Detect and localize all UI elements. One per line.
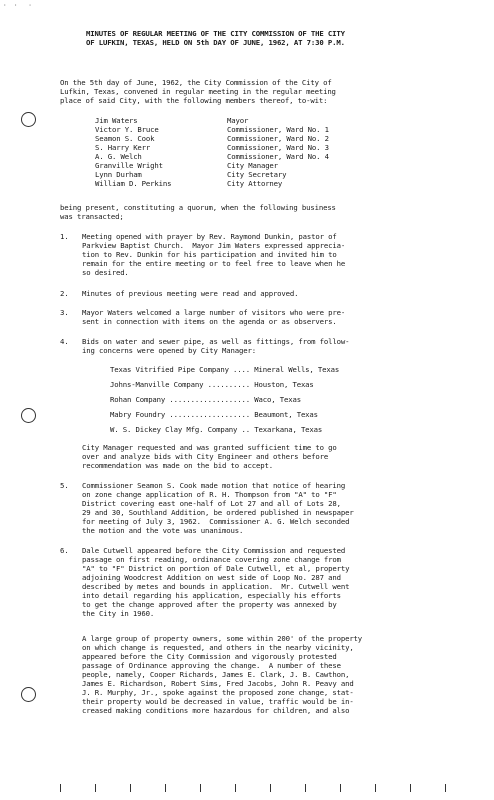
item-5-line: the motion and the vote was unanimous.: [82, 526, 244, 535]
item-6-line: the City in 1960.: [82, 609, 155, 618]
item-6-line: to get the change approved after the property was annexed by: [82, 600, 337, 609]
item-6-para2-line: A large group of property owners, some within 200' of the property: [82, 634, 363, 643]
member-title: Commissioner, Ward No. 4: [227, 152, 329, 161]
member-name: Lynn Durham: [95, 170, 142, 179]
item-1-line: Parkview Baptist Church. Mayor Jim Waters expressed apprecia-: [82, 241, 346, 250]
item-4-line: Bids on water and sewer pipe, as well as fittings, from follow-: [82, 337, 350, 346]
intro-line: place of said City, with the following members thereof, to-wit:: [60, 96, 328, 105]
item-6-para2-line: appeared before the City Commission and vigorously protested: [82, 652, 337, 661]
bidder-entry: Johns-Manville Company .......... Houston, Texas: [110, 380, 314, 389]
member-name: Granville Wright: [95, 161, 163, 170]
punch-hole-top: [21, 112, 36, 127]
member-name: Seamon S. Cook: [95, 134, 155, 143]
item-6-line: described by metes and bounds in application. Mr. Cutwell went: [82, 582, 350, 591]
item-4-after-line: City Manager requested and was granted sufficient time to go: [82, 443, 337, 452]
item-6-para2-line: passage of Ordinance approving the change. A number of these: [82, 661, 341, 670]
item-3-line: sent in connection with items on the agenda or as observers.: [82, 317, 337, 326]
item-4-after-line: recommendation was made on the bid to accept.: [82, 461, 273, 470]
item-6-para2-line: James E. Richardson, Robert Sims, Fred Jacobs, John R. Peavy and: [82, 679, 354, 688]
item-1-line: so desired.: [82, 268, 129, 277]
item-1-line: Meeting opened with prayer by Rev. Raymond Dunkin, pastor of: [82, 232, 337, 241]
item-number: 5.: [60, 481, 69, 490]
item-6-line: passage on first reading, ordinance covering zone change from: [82, 555, 341, 564]
intro-line: On the 5th day of June, 1962, the City Commission of the City of: [60, 78, 332, 87]
item-6-para2-line: J. R. Murphy, Jr., spoke against the proposed zone change, stat-: [82, 688, 354, 697]
item-number: 6.: [60, 546, 69, 555]
punch-hole-bottom: [21, 687, 36, 702]
bidder-entry: Mabry Foundry ................... Beaumont, Texas: [110, 410, 318, 419]
item-5-line: Commissioner Seamon S. Cook made motion that notice of hearing: [82, 481, 346, 490]
item-1-line: tion to Rev. Dunkin for his participation and invited him to: [82, 250, 337, 259]
item-4-line: ing concerns were opened by City Manager:: [82, 346, 256, 355]
member-name: Victor Y. Bruce: [95, 125, 159, 134]
minutes-title-line-1: MINUTES OF REGULAR MEETING OF THE CITY COMMISSION OF THE CITY: [86, 29, 345, 38]
member-title: Commissioner, Ward No. 3: [227, 143, 329, 152]
item-5-line: District covering east one-half of Lot 27 and all of Lots 28,: [82, 499, 341, 508]
scan-specks: · · ·: [3, 2, 32, 9]
member-name: Jim Waters: [95, 116, 138, 125]
member-name: William D. Perkins: [95, 179, 172, 188]
bidder-entry: Rohan Company ................... Waco, Texas: [110, 395, 301, 404]
member-title: City Attorney: [227, 179, 283, 188]
item-5-line: for meeting of July 3, 1962. Commissioner A. G. Welch seconded: [82, 517, 350, 526]
member-title: City Secretary: [227, 170, 287, 179]
item-number: 1.: [60, 232, 69, 241]
intro-line: Lufkin, Texas, convened in regular meeting in the regular meeting: [60, 87, 336, 96]
item-3-line: Mayor Waters welcomed a large number of visitors who were pre-: [82, 308, 346, 317]
item-number: 2.: [60, 289, 69, 298]
minutes-title-line-2: OF LUFKIN, TEXAS, HELD ON 5th DAY OF JUNE, 1962, AT 7:30 P.M.: [86, 38, 345, 47]
item-6-para2-line: on which change is requested, and others in the nearby vicinity,: [82, 643, 354, 652]
item-6-line: Dale Cutwell appeared before the City Commission and requested: [82, 546, 346, 555]
member-title: Mayor: [227, 116, 249, 125]
item-6-para2-line: creased making conditions more hazardous for children, and also: [82, 706, 350, 715]
bidder-entry: W. S. Dickey Clay Mfg. Company .. Texarkana, Texas: [110, 425, 323, 434]
member-title: Commissioner, Ward No. 2: [227, 134, 329, 143]
item-number: 3.: [60, 308, 69, 317]
item-number: 4.: [60, 337, 69, 346]
quorum-line: was transacted;: [60, 212, 124, 221]
item-6-para2-line: people, namely, Cooper Richards, James E. Clark, J. B. Cawthon,: [82, 670, 350, 679]
item-4-after-line: over and analyze bids with City Engineer and others before: [82, 452, 329, 461]
punch-hole-middle: [21, 408, 36, 423]
member-title: Commissioner, Ward No. 1: [227, 125, 329, 134]
item-6-line: into detail regarding his application, especially his efforts: [82, 591, 341, 600]
member-name: A. G. Welch: [95, 152, 142, 161]
item-5-line: on zone change application of R. H. Thompson from "A" to "F": [82, 490, 337, 499]
bidder-entry: Texas Vitrified Pipe Company .... Mineral Wells, Texas: [110, 365, 340, 374]
item-6-para2-line: their property would be decreased in value, traffic would be in-: [82, 697, 354, 706]
quorum-line: being present, constituting a quorum, when the following business: [60, 203, 336, 212]
item-6-line: adjoining Woodcrest Addition on west side of Loop No. 287 and: [82, 573, 341, 582]
member-title: City Manager: [227, 161, 278, 170]
item-6-line: "A" to "F" District on portion of Dale Cutwell, et al, property: [82, 564, 350, 573]
item-1-line: remain for the entire meeting or to feel free to leave when he: [82, 259, 346, 268]
member-name: S. Harry Kerr: [95, 143, 151, 152]
item-5-line: 29 and 30, Southland Addition, be ordered published in newspaper: [82, 508, 354, 517]
item-2-line: Minutes of previous meeting were read and approved.: [82, 289, 299, 298]
